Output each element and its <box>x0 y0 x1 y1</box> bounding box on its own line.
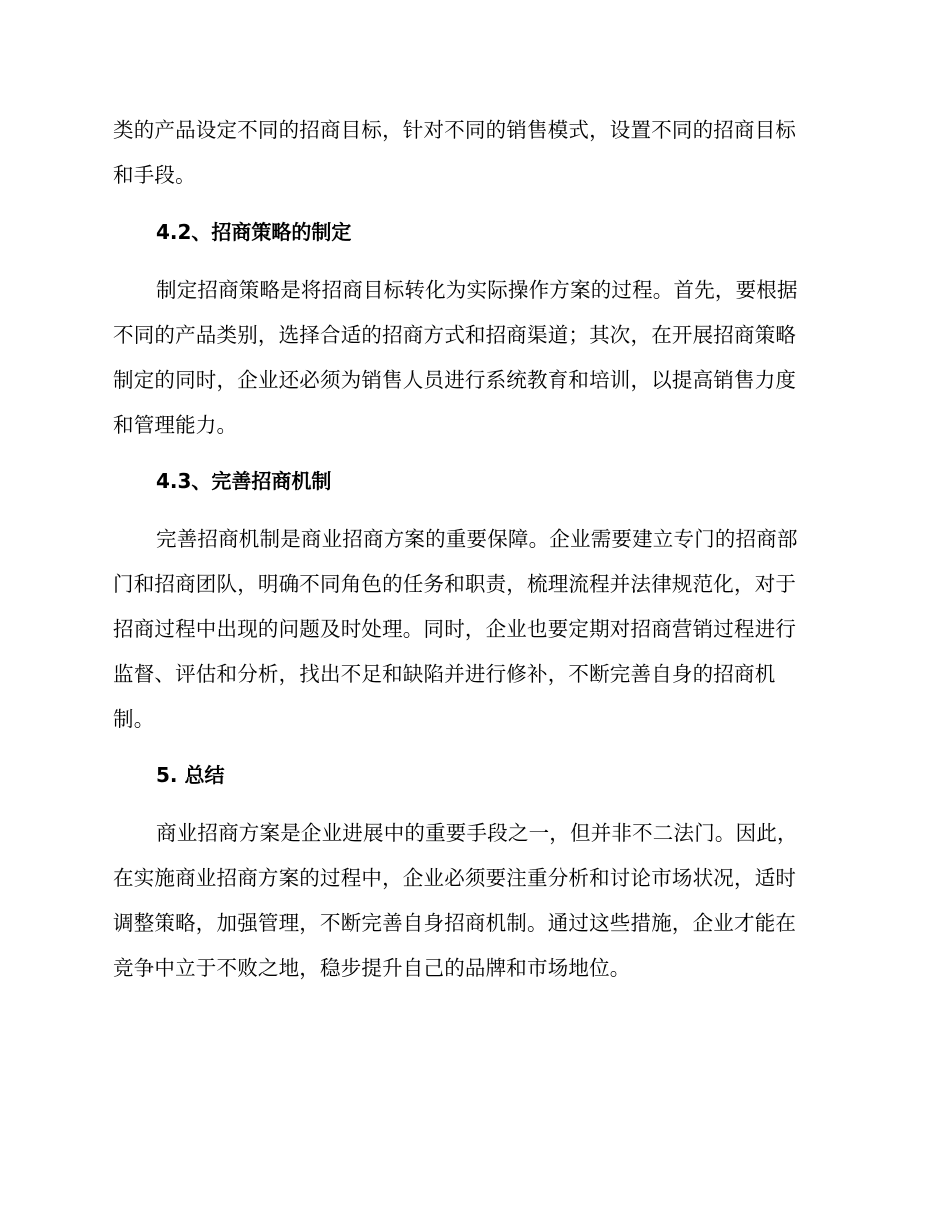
body-text-line: 监督、评估和分析，找出不足和缺陷并进行修补，不断完善自身的招商机 <box>113 662 776 686</box>
body-text-line: 制定的同时，企业还必须为销售人员进行系统教育和培训，以提高销售力度 <box>113 368 797 392</box>
section-heading-5: 5. 总结 <box>156 763 225 787</box>
body-text-line: 类的产品设定不同的招商目标，针对不同的销售模式，设置不同的招商目标 <box>113 118 797 142</box>
body-text-line: 商业招商方案是企业进展中的重要手段之一，但并非不二法门。因此， <box>156 821 798 845</box>
body-text-line: 不同的产品类别，选择合适的招商方式和招商渠道；其次，在开展招商策略 <box>113 323 797 347</box>
body-text-line: 招商过程中出现的问题及时处理。同时，企业也要定期对招商营销过程进行 <box>113 617 797 641</box>
body-text-line: 门和招商团队，明确不同角色的任务和职责，梳理流程并法律规范化，对于 <box>113 572 797 596</box>
body-text-line: 制。 <box>113 707 155 731</box>
body-text-line: 和管理能力。 <box>113 413 238 437</box>
body-text-line: 竞争中立于不败之地，稳步提升自己的品牌和市场地位。 <box>113 956 631 980</box>
body-text-line: 调整策略，加强管理，不断完善自身招商机制。通过这些措施，企业才能在 <box>113 911 797 935</box>
body-text-line: 在实施商业招商方案的过程中，企业必须要注重分析和讨论市场状况，适时 <box>113 866 797 890</box>
body-text-line: 完善招商机制是商业招商方案的重要保障。企业需要建立专门的招商部 <box>156 527 798 551</box>
section-heading-4-2: 4.2、招商策略的制定 <box>156 220 352 244</box>
section-heading-4-3: 4.3、完善招商机制 <box>156 469 332 493</box>
body-text-line: 制定招商策略是将招商目标转化为实际操作方案的过程。首先，要根据 <box>156 278 798 302</box>
body-text-line: 和手段。 <box>113 163 196 187</box>
